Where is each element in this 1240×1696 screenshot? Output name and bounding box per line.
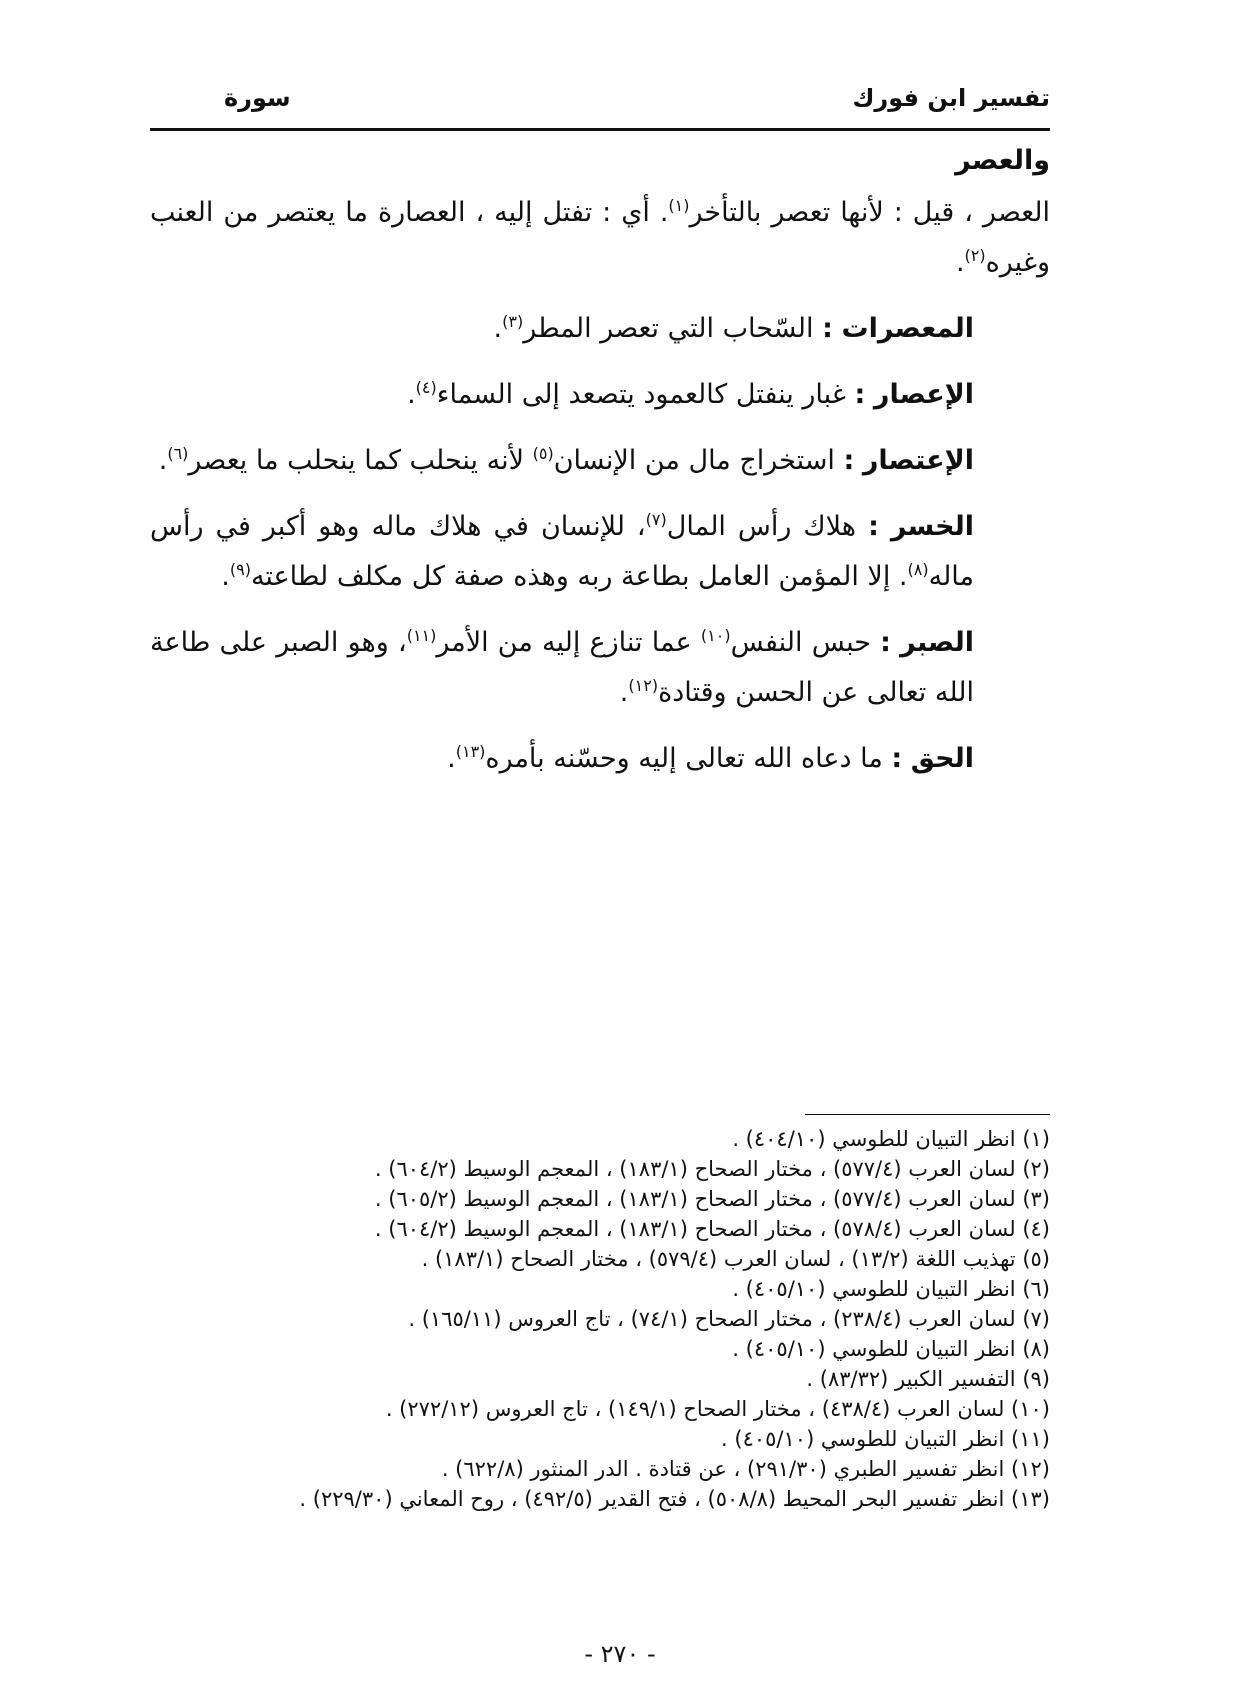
entry-definition: ، وهو الصبر على طاعة الله تعالى عن الحسن وقتادة: [150, 627, 974, 708]
entry-end: .: [493, 313, 503, 344]
entry-separator: :: [868, 511, 879, 542]
entry-end: .: [221, 561, 230, 592]
entry-sabr: [150, 618, 1050, 718]
footnote-item: (١١) انظر التبيان للطوسي (٤٠٥/١٠) .: [721, 1427, 1050, 1451]
entry-end: .: [158, 445, 168, 476]
entry-definition: ما دعاه الله تعالى إليه وحسّنه بأمره: [485, 743, 883, 774]
entry-iasar: [150, 370, 1050, 420]
entry-term: الحق: [910, 743, 974, 774]
footnote-ref[interactable]: (١٢): [628, 676, 659, 695]
entry-definition: . إلا المؤمن العامل بطاعة ربه وهذه صفة كل مكلف لطاعته: [250, 561, 908, 592]
footnote-ref[interactable]: (٢): [964, 246, 986, 265]
footnote-ref[interactable]: (١٣): [455, 742, 486, 761]
entry-haqq: [150, 734, 1050, 784]
footnote-item: (١٣) انظر تفسير البحر المحيط (٥٠٨/٨) ، فتح القدير (٤٩٢/٥) ، روح المعاني (٢٢٩/٣٠) .: [299, 1487, 1050, 1511]
paragraph-asr: [150, 188, 1050, 288]
entry-definition: السّحاب التي تعصر المطر: [523, 313, 814, 344]
footnote-ref[interactable]: (١٠): [700, 626, 731, 645]
footnote-item: (٨) انظر التبيان للطوسي (٤٠٥/١٠) .: [732, 1337, 1050, 1361]
main-text: [150, 136, 1050, 800]
entry-separator: :: [854, 379, 866, 410]
entry-khusr: [150, 502, 1050, 602]
footnote-ref[interactable]: (٦): [167, 444, 189, 463]
footnote-item: (٧) لسان العرب (٢٣٨/٤) ، مختار الصحاح (٧٤/١) ، تاج العروس (١٦٥/١١) .: [408, 1307, 1050, 1331]
entry-definition: ، للإنسان في هلاك ماله وهو أكبر في رأس ماله: [150, 511, 974, 592]
entry-end: .: [407, 379, 416, 410]
entry-term: الإعصار: [873, 379, 974, 410]
entry-term: الإعتصار: [862, 445, 974, 476]
footnote-ref[interactable]: (٧): [645, 510, 667, 529]
book-title: تفسير ابن فورك: [852, 84, 1050, 112]
footnote-item: (٢) لسان العرب (٥٧٧/٤) ، مختار الصحاح (١٨٣/١) ، المعجم الوسيط (٦٠٤/٢) .: [374, 1157, 1050, 1181]
footnote-item: (٣) لسان العرب (٥٧٧/٤) ، مختار الصحاح (١٨٣/١) ، المعجم الوسيط (٦٠٥/٢) .: [374, 1187, 1050, 1211]
entry-definition: استخراج مال من الإنسان: [553, 445, 835, 476]
footnote-item: (٤) لسان العرب (٥٧٨/٤) ، مختار الصحاح (١٨٣/١) ، المعجم الوسيط (٦٠٤/٢) .: [374, 1217, 1050, 1241]
footnote-ref[interactable]: (١١): [406, 626, 437, 645]
paragraph-text: .: [955, 247, 965, 278]
entry-term: الصبر: [900, 627, 974, 658]
entry-end: .: [619, 677, 629, 708]
footnote-item: (١٢) انظر تفسير الطبري (٢٩١/٣٠) ، عن قتادة . الدر المنثور (٦٢٢/٨) .: [441, 1457, 1050, 1481]
footnote-item: (٥) تهذيب اللغة (١٣/٢) ، لسان العرب (٥٧٩/٤) ، مختار الصحاح (١٨٣/١) .: [421, 1247, 1050, 1271]
page-number: - ٢٧٠ -: [584, 1640, 656, 1668]
footnote-ref[interactable]: (٣): [502, 312, 524, 331]
section-label: سورة: [224, 84, 291, 112]
footnotes: [150, 1124, 1050, 1514]
entry-term: المعصرات: [841, 313, 974, 344]
entry-definition: غبار ينفتل كالعمود يتصعد إلى السماء: [436, 379, 846, 410]
footnote-ref[interactable]: (٨): [907, 560, 929, 579]
entry-end: .: [447, 743, 456, 774]
paragraph-text: العصر ، قيل : لأنها تعصر بالتأخر: [689, 197, 1050, 228]
entry-separator: :: [891, 743, 903, 774]
running-header: [150, 84, 1050, 124]
footnote-item: (٩) التفسير الكبير (٨٣/٣٢) .: [806, 1367, 1050, 1391]
footnote-ref[interactable]: (١): [668, 196, 690, 215]
footnote-item: (١) انظر التبيان للطوسي (٤٠٤/١٠) .: [732, 1127, 1050, 1151]
footnote-item: (١٠) لسان العرب (٤٣٨/٤) ، مختار الصحاح (١٤٩/١) ، تاج العروس (٢٧٢/١٢) .: [385, 1397, 1050, 1421]
footnote-ref[interactable]: (٤): [415, 378, 437, 397]
header-rule: [150, 128, 1050, 131]
footnote-ref[interactable]: (٥): [532, 444, 554, 463]
entry-muasirat: [150, 304, 1050, 354]
footnote-ref[interactable]: (٩): [229, 560, 251, 579]
entry-separator: :: [880, 627, 891, 658]
footnote-item: (٦) انظر التبيان للطوسي (٤٠٥/١٠) .: [732, 1277, 1050, 1301]
entry-itisar: [150, 436, 1050, 486]
entry-separator: :: [843, 445, 855, 476]
entry-definition: حبس النفس: [730, 627, 871, 658]
footnote-rule: [805, 1114, 1050, 1115]
entry-definition: لأنه ينحلب كما ينحلب ما يعصر: [188, 445, 525, 476]
section-heading: والعصر: [955, 145, 1050, 176]
entry-definition: هلاك رأس المال: [666, 511, 857, 542]
paragraph-text: . أي : تفتل إليه ، العصارة ما يعتصر من العنب وغيره: [150, 197, 1050, 278]
entry-term: الخسر: [890, 511, 975, 542]
entry-definition: عما تنازع إليه من الأمر: [436, 627, 692, 658]
entry-separator: :: [822, 313, 833, 344]
